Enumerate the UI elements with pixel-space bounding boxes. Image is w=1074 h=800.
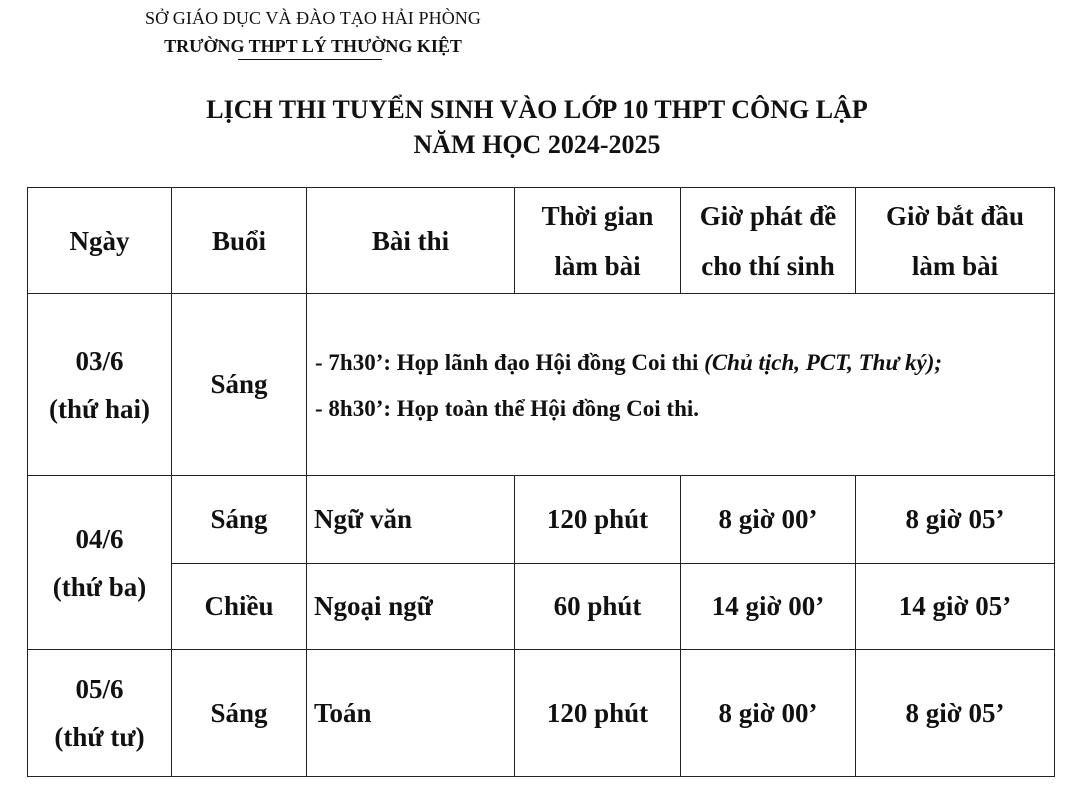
meeting-note [315,340,1054,386]
column-header-session: Buổi [172,188,307,294]
column-header-duration-line1: Thời gian [541,200,654,231]
column-header-day: Ngày [28,188,172,294]
session-cell: Chiều [172,564,307,650]
session-cell: Sáng [172,650,307,777]
session-cell: Sáng [172,476,307,564]
column-header-duration [515,188,681,294]
exam-cell: Toán [307,650,515,777]
day-date: 04/6 [75,523,124,554]
school-year-title: NĂM HỌC 2024-2025 [413,130,661,159]
handout-time-cell: 14 giờ 00’ [681,564,856,650]
header-underline [238,59,382,60]
day-cell [28,476,172,650]
column-header-start-time [856,188,1055,294]
column-header-start-line1: Giờ bắt đầu [886,200,1024,231]
day-date: 05/6 [75,674,124,704]
table-row [28,476,1055,564]
table-row [28,650,1055,777]
meeting-note: - 8h30’: Họp toàn thể Hội đồng Coi thi. [315,396,700,421]
start-time-cell: 8 giờ 05’ [856,650,1055,777]
exam-cell: Ngoại ngữ [307,564,515,650]
column-header-start-line2: làm bài [911,250,999,281]
meeting-notes-cell [307,294,1055,476]
meeting-note-text: - 7h30’: Họp lãnh đạo Hội đồng Coi thi [315,350,705,375]
duration-cell: 120 phút [515,650,681,777]
session-cell: Sáng [172,294,307,476]
duration-cell: 120 phút [515,476,681,564]
handout-time-cell: 8 giờ 00’ [681,476,856,564]
day-weekday: (thứ tư) [54,722,145,752]
column-header-duration-line2: làm bài [554,250,641,281]
column-header-handout-line1: Giờ phát đề [699,200,837,231]
school-name: TRƯỜNG THPT LÝ THƯỜNG KIỆT [164,36,462,56]
department-name: SỞ GIÁO DỤC VÀ ĐÀO TẠO HẢI PHÒNG [144,8,482,28]
exam-cell: Ngữ văn [307,476,515,564]
day-cell [28,650,172,777]
document-title: LỊCH THI TUYỂN SINH VÀO LỚP 10 THPT CÔNG LẬP [206,95,868,124]
column-header-exam: Bài thi [307,188,515,294]
table-row [28,564,1055,650]
duration-cell: 60 phút [515,564,681,650]
table-row [28,294,1055,476]
start-time-cell: 8 giờ 05’ [856,476,1055,564]
day-cell [28,294,172,476]
day-weekday: (thứ ba) [52,571,147,602]
column-header-handout-time [681,188,856,294]
table-header-row [28,188,1055,294]
meeting-note-attendees: (Chủ tịch, PCT, Thư ký); [704,350,943,375]
column-header-handout-line2: cho thí sinh [701,250,835,281]
day-date: 03/6 [75,345,124,376]
exam-schedule-table [27,187,1055,777]
day-weekday: (thứ hai) [49,393,150,424]
handout-time-cell: 8 giờ 00’ [681,650,856,777]
start-time-cell: 14 giờ 05’ [856,564,1055,650]
